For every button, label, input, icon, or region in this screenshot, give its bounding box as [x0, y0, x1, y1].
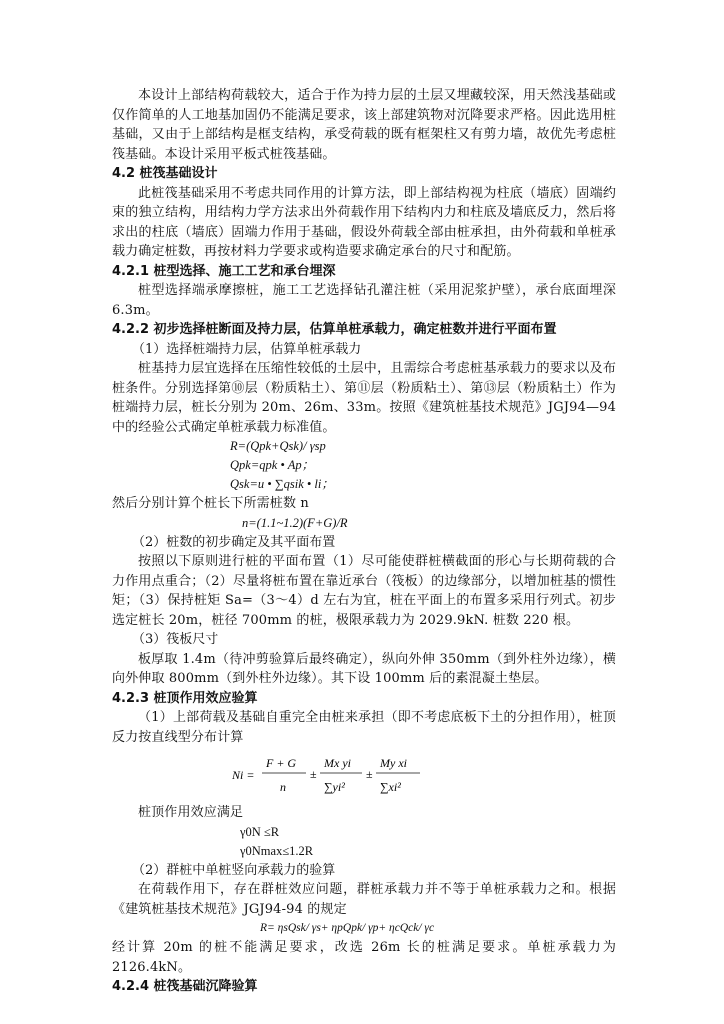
formula-qsk: Qsk=u • ∑qsik • li；: [230, 477, 334, 491]
document-page: [112, 86, 616, 997]
section-heading-4-2: 4.2 桩筏基础设计: [112, 166, 218, 181]
section-heading-4-2-1: 4.2.1 桩型选择、施工工艺和承台埋深: [112, 263, 336, 279]
item-1-select-layer: （1）选择桩端持力层，估算单桩承载力: [132, 341, 362, 357]
item-2-group-check: （2）群桩中单桩竖向承载力的验算: [132, 862, 336, 878]
pile-count-sentence: 然后分别计算个桩长下所需桩数 n: [112, 496, 309, 511]
item-2-layout: （2）桩数的初步确定及其平面布置: [132, 534, 336, 550]
formula-qpk: Qpk=qpk • Ap；: [230, 458, 315, 472]
item-1-body: 桩基持力层宜选择在压缩性较低的土层中，且需综合考虑桩基承载力的要求以及布桩条件。分别选择第⑩层（粉质粘土）、第⑪层（粉质粘土）、第⑬层（粉质粘土）作为桩端持力层，桩长分别为 20m、26m、33m。按照《建筑桩基技术规范》JGJ94—94 中的经验公式确定单桩承载力标准值。: [112, 361, 616, 435]
formula-group-r: R= ηsQsk/ γs+ ηpQpk/ γp+ ηcQck/ γc: [260, 922, 435, 934]
section-heading-4-2-3: 4.2.3 桩顶作用效应验算: [112, 690, 258, 706]
effect-label: 桩顶作用效应满足: [138, 805, 244, 820]
section-4-2-1-body: 桩型选择端承摩擦桩，施工工艺选择钻孔灌注桩（采用泥浆护壁），承台底面埋深 6.3m。: [112, 283, 616, 318]
condition-1: γ0N ≤R: [240, 824, 280, 839]
condition-2: γ0Nmax≤1.2R: [240, 843, 314, 858]
item-2-group-body: 在荷载作用下，存在群桩效应问题，群桩承载力并不等于单桩承载力之和。根据《建筑桩基技术规范》JGJ94-94 的规定: [112, 882, 616, 917]
pile-reaction-formula: [112, 747, 616, 803]
section-heading-4-2-4: 4.2.4 桩筏基础沉降验算: [112, 979, 258, 994]
item-2-body: 按照以下原则进行桩的平面布置（1）尽可能使群桩横截面的形心与长期荷载的合力作用点重合；（2）尽量将桩布置在靠近承台（筏板）的边缘部分，以增加桩基的惯性矩；（3）保持桩矩 Sa=（3～4）d 左右为宜，桩在平面上的布置多采用行列式。初步选定桩长 20m，桩径 700mm 的桩，极限承载力为 2029.9kN. 桩数 220 根。: [112, 554, 616, 628]
intro-paragraph: 本设计上部结构荷载较大，适合于作为持力层的土层又埋藏较深，用天然浅基础或仅作简单的人工地基加固仍不能满足要求，该上部建筑物对沉降要求严格。因此选用桩基础，又由于上部结构是框支结构，承受荷载的既有框架柱又有剪力墙，故优先考虑桩筏基础。本设计采用平板式桩筏基础。: [112, 88, 616, 162]
formula-lhs: Ni =: [232, 768, 255, 782]
plus-minus-2: ±: [366, 767, 373, 781]
formula-den-3: ∑xi²: [380, 780, 401, 794]
result-sentence: 经计算 20m 的桩不能满足要求，改选 26m 长的桩满足要求。单桩承载力为 2126.4kN。: [112, 940, 616, 975]
formula-num-1: F + G: [266, 756, 297, 770]
plus-minus-1: ±: [310, 767, 317, 781]
item-1-pile-reaction: （1）上部荷载及基础自重完全由桩来承担（即不考虑底板下土的分担作用），桩顶反力按直线型分布计算: [112, 710, 616, 745]
section-heading-4-2-2: 4.2.2 初步选择桩断面及持力层，估算单桩承载力，确定桩数并进行平面布置: [112, 322, 557, 337]
formula-n: n=(1.1~1.2)(F+G)/R: [242, 515, 348, 530]
formula-den-2: ∑yi²: [324, 780, 345, 794]
section-4-2-body: 此桩筏基础采用不考虑共同作用的计算方法，即上部结构视为柱底（墙底）固端约束的独立结构，用结构力学方法求出外荷载作用下结构内力和柱底及墙底反力，然后将求出的柱底（墙底）固端力作用于基础，假设外荷载全部由桩承担，由外荷载和单桩承载力确定桩数，再按材料力学要求或构造要求确定承台的尺寸和配筋。: [112, 185, 616, 259]
item-3-body: 板厚取 1.4m（待冲剪验算后最终确定），纵向外伸 350mm（到外柱外边缘），横向外伸取 800mm（到外柱外边缘）。其下设 100mm 后的素混凝土垫层。: [112, 651, 616, 686]
formula-num-3: My xi: [380, 756, 407, 770]
formula-r: R=(Qpk+Qsk)/ γsp: [230, 439, 326, 453]
formula-den-1: n: [280, 780, 286, 794]
item-3-raft-size: （3）筏板尺寸: [132, 632, 219, 647]
formula-num-2: Mx yi: [324, 756, 351, 770]
